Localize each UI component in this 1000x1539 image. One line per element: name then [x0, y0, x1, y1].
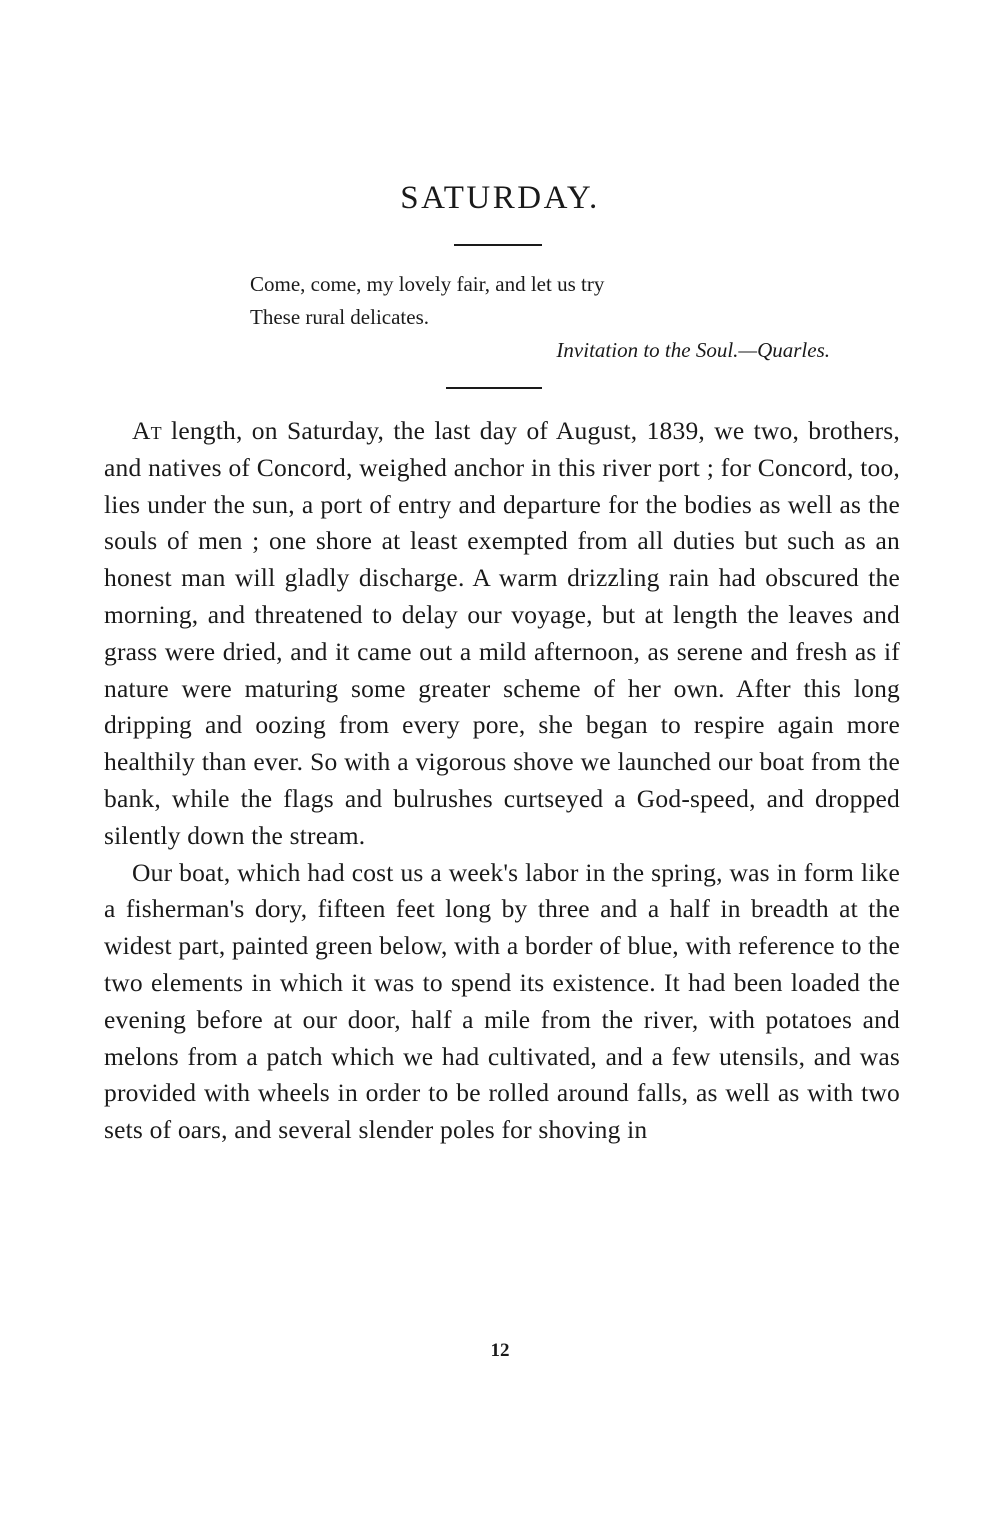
epigraph-line-2: These rural delicates. [250, 305, 429, 329]
epigraph-divider [446, 387, 542, 389]
paragraph-2: Our boat, which had cost us a week's labor in the spring, was in form like a fisherman's dory, fifteen feet long by three and a half in breadth at the widest part, painted green below, with a border of blue, with reference to the two elements in which it was to spend its existence. It had been loaded the evening before at our door, half a mile from the river, with potatoes and melons from a patch which we had cultivated, and a few utensils, and was provided with wheels in order to be rolled around falls, as well as with two sets of oars, and several slender poles for shoving in [104, 857, 900, 1145]
paragraph-1 [104, 413, 900, 855]
title-divider [454, 244, 542, 246]
paragraph-1-text: length, on Saturday, the last day of August, 1839, we two, brothers, and natives of Concord, weighed anchor in this river port ; for Concord, too, lies under the sun, a port of entry and departure for the bodies as well as the souls of men ; one shore at least exempted from all duties but such as an honest man will gladly discharge. A warm drizzling rain had obscured the morning, and threatened to delay our voyage, but at length the leaves and grass were dried, and it came out a mild afternoon, as serene and fresh as if nature were maturing some greater scheme of her own. After this long dripping and oozing from every pore, she began to respire again more healthily than ever. So with a vigorous shove we launched our boat from the bank, while the flags and bulrushes curtseyed a God-speed, and dropped silently down the stream. [104, 416, 900, 850]
chapter-title: SATURDAY. [400, 180, 600, 216]
body-text [104, 413, 900, 1149]
epigraph-attribution: Invitation to the Soul.—Quarles. [556, 338, 830, 362]
paragraph-opening-word: At [132, 416, 162, 445]
epigraph-line-1: Come, come, my lovely fair, and let us try [250, 272, 605, 296]
page-number: 12 [490, 1340, 510, 1361]
epigraph [250, 268, 830, 367]
